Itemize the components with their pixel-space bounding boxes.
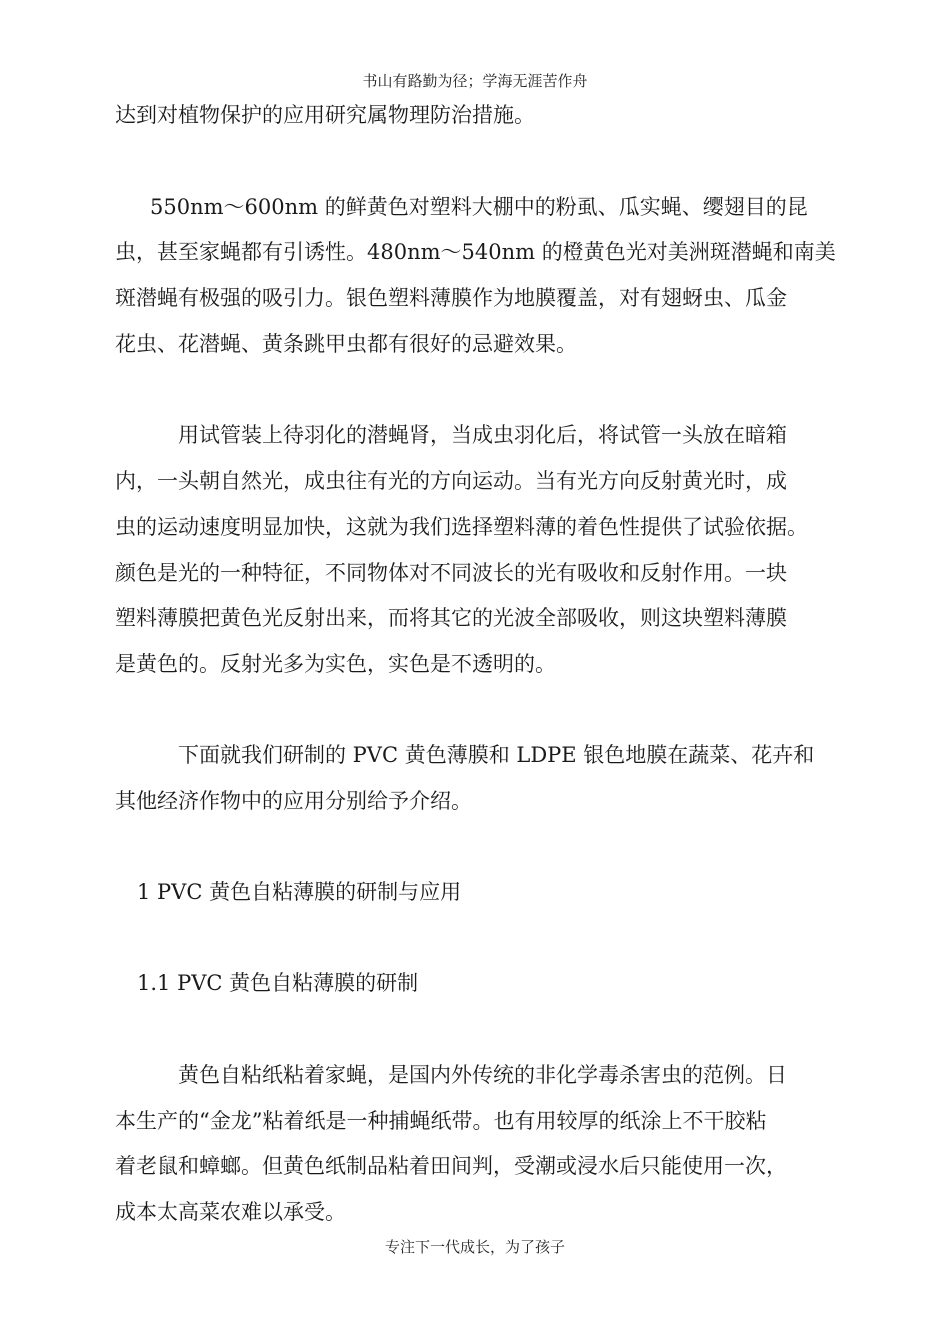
- text-line: 550nm～600nm 的鲜黄色对塑料大棚中的粉虱、瓜实蝇、缨翅目的昆: [150, 195, 808, 219]
- text-line: 达到对植物保护的应用研究属物理防治措施。: [115, 103, 535, 127]
- text-line: 成本太高菜农难以承受。: [115, 1200, 346, 1224]
- text-line: 用试管装上待羽化的潜蝇肾，当成虫羽化后，将试管一头放在暗箱: [178, 423, 787, 447]
- text-line: 黄色自粘纸粘着家蝇，是国内外传统的非化学毒杀害虫的范例。日: [178, 1063, 787, 1087]
- section-heading: 1 PVC 黄色自粘薄膜的研制与应用: [137, 880, 462, 904]
- text-line: 其他经济作物中的应用分别给予介绍。: [115, 789, 472, 813]
- text-line: 花虫、花潜蝇、黄条跳甲虫都有很好的忌避效果。: [115, 332, 577, 356]
- text-line: 塑料薄膜把黄色光反射出来，而将其它的光波全部吸收，则这块塑料薄膜: [115, 606, 787, 630]
- text-line: 本生产的“金龙”粘着纸是一种捕蝇纸带。也有用较厚的纸涂上不干胶粘: [115, 1109, 767, 1133]
- text-line: 虫的运动速度明显加快，这就为我们选择塑料薄的着色性提供了试验依据。: [115, 515, 808, 539]
- text-line: 下面就我们研制的 PVC 黄色薄膜和 LDPE 银色地膜在蔬菜、花卉和: [178, 743, 815, 767]
- text-line: 着老鼠和蟑螂。但黄色纸制品粘着田间判，受潮或浸水后只能使用一次，: [115, 1154, 787, 1178]
- text-line: 颜色是光的一种特征，不同物体对不同波长的光有吸收和反射作用。一块: [115, 561, 787, 585]
- text-line: 内，一头朝自然光，成虫往有光的方向运动。当有光方向反射黄光时，成: [115, 469, 787, 493]
- text-line: 是黄色的。反射光多为实色，实色是不透明的。: [115, 652, 556, 676]
- page-header-motto: 书山有路勤为径；学海无涯苦作舟: [362, 72, 588, 90]
- page-footer-motto: 专注下一代成长，为了孩子: [384, 1238, 565, 1256]
- subsection-heading: 1.1 PVC 黄色自粘薄膜的研制: [137, 971, 419, 995]
- text-line: 虫，甚至家蝇都有引诱性。480nm～540nm 的橙黄色光对美洲斑潜蝇和南美: [115, 240, 836, 264]
- text-line: 斑潜蝇有极强的吸引力。银色塑料薄膜作为地膜覆盖，对有翅蚜虫、瓜金: [115, 286, 787, 310]
